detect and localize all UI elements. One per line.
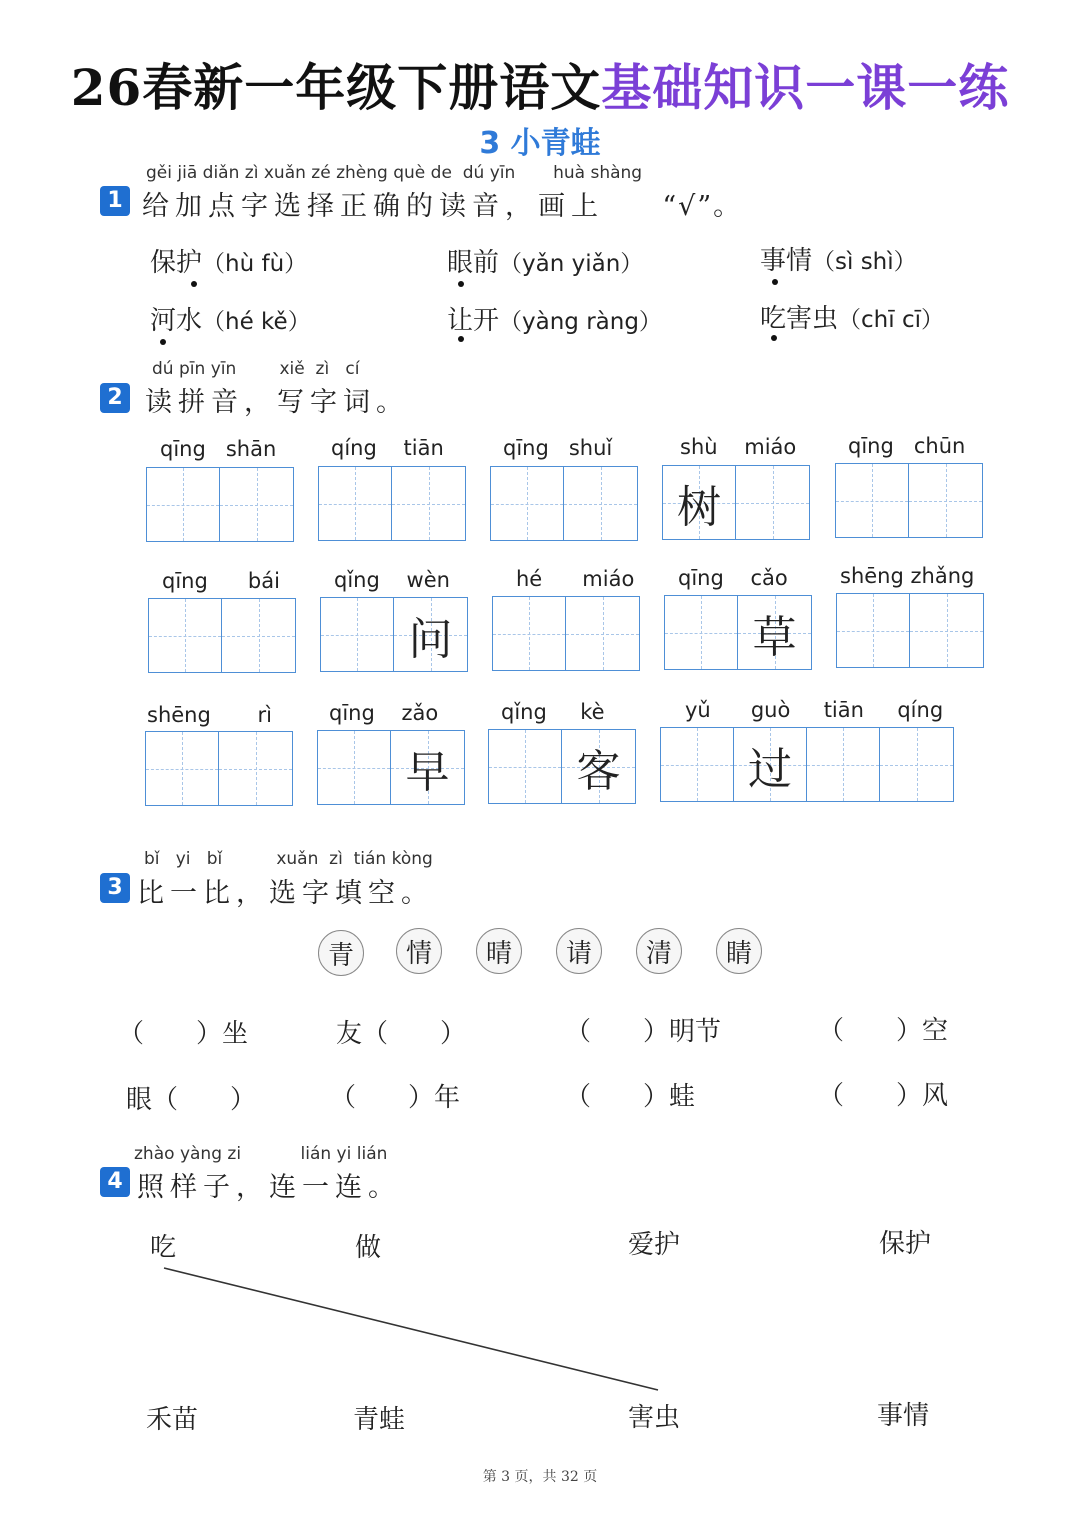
- writing-grid[interactable]: [145, 731, 293, 806]
- page-footer: 第 3 页，共 32 页: [482, 1469, 598, 1485]
- grid-pinyin: hé miáo: [516, 567, 635, 591]
- grid-pinyin: shēng zhǎng: [840, 564, 975, 588]
- match-bottom-word[interactable]: 事情: [877, 1401, 930, 1431]
- grid-pinyin: qīng shuǐ: [503, 436, 613, 460]
- grid-pinyin: shù miáo: [680, 435, 797, 459]
- choice-character[interactable]: 睛: [716, 928, 762, 974]
- grid-cell[interactable]: [392, 467, 465, 540]
- q4-number-badge: 4: [100, 1167, 130, 1197]
- match-bottom-word[interactable]: 禾苗: [146, 1405, 199, 1435]
- grid-cell[interactable]: [318, 731, 391, 804]
- match-top-word[interactable]: 做: [355, 1233, 382, 1263]
- choice-character[interactable]: 情: [396, 928, 442, 974]
- q4-pinyin-row: zhào yàng zi lián yi lián: [134, 1144, 388, 1164]
- grid-pinyin: qǐng wèn: [334, 568, 450, 592]
- grid-cell[interactable]: [147, 468, 220, 541]
- title-part-purple: 基础知识一课一练: [601, 58, 1010, 117]
- choice-character[interactable]: 晴: [476, 928, 522, 974]
- grid-pinyin: qīng bái: [162, 569, 280, 593]
- fill-blank[interactable]: （ ）年: [330, 1083, 461, 1113]
- match-top-word[interactable]: 保护: [879, 1229, 932, 1259]
- q1-item-1: 保护（hù fù）: [150, 248, 308, 278]
- q1-item-4: 河水（hé kě）: [150, 306, 311, 336]
- writing-grid[interactable]: [490, 466, 638, 541]
- grid-cell[interactable]: [220, 468, 293, 541]
- q3-pinyin-row: bǐ yi bǐ xuǎn zì tián kòng: [144, 849, 433, 869]
- grid-cell[interactable]: 问: [394, 598, 467, 671]
- fill-blank[interactable]: 友（ ）: [336, 1019, 467, 1049]
- grid-pinyin: qīng chūn: [848, 434, 966, 458]
- writing-grid[interactable]: [664, 595, 812, 670]
- grid-cell[interactable]: [493, 597, 566, 670]
- writing-grid[interactable]: [318, 466, 466, 541]
- grid-pinyin: qīng shān: [160, 437, 277, 461]
- grid-cell[interactable]: 草: [738, 596, 811, 669]
- writing-grid[interactable]: [148, 598, 296, 673]
- q2-number-badge: 2: [100, 383, 130, 413]
- q3-number-badge: 3: [100, 873, 130, 903]
- fill-blank[interactable]: （ ）明节: [565, 1017, 722, 1047]
- grid-cell[interactable]: [319, 467, 392, 540]
- writing-grid[interactable]: [835, 463, 983, 538]
- match-bottom-word[interactable]: 害虫: [628, 1403, 681, 1433]
- writing-grid[interactable]: [660, 727, 954, 802]
- grid-cell[interactable]: [880, 728, 953, 801]
- grid-pinyin: qǐng kè: [501, 700, 605, 724]
- match-top-word[interactable]: 吃: [150, 1233, 177, 1263]
- grid-cell[interactable]: [909, 464, 982, 537]
- writing-grid[interactable]: [320, 597, 468, 672]
- q3-instruction: 比一比，选字填空。: [137, 878, 434, 909]
- grid-cell[interactable]: [807, 728, 880, 801]
- grid-cell[interactable]: [836, 464, 909, 537]
- grid-pinyin: yǔ guò tiān qíng: [685, 698, 944, 722]
- q1-item-3: 事情（sì shì）: [760, 246, 917, 276]
- q4-instruction: 照样子，连一连。: [137, 1172, 401, 1203]
- q1-number-badge: 1: [100, 186, 130, 216]
- grid-cell[interactable]: [146, 732, 219, 805]
- q1-item-6: 吃害虫（chī cī）: [760, 304, 944, 334]
- q1-item-5: 让开（yàng ràng）: [447, 306, 662, 336]
- grid-cell[interactable]: [321, 598, 394, 671]
- grid-cell[interactable]: [665, 596, 738, 669]
- writing-grid[interactable]: [662, 465, 810, 540]
- writing-grid[interactable]: [488, 729, 636, 804]
- writing-grid[interactable]: [492, 596, 640, 671]
- choice-character[interactable]: 青: [318, 930, 364, 976]
- grid-cell[interactable]: [491, 467, 564, 540]
- grid-pinyin: shēng rì: [147, 703, 273, 727]
- grid-cell[interactable]: [149, 599, 222, 672]
- grid-pinyin: qīng zǎo: [329, 701, 439, 725]
- grid-cell[interactable]: 早: [391, 731, 464, 804]
- grid-cell[interactable]: [489, 730, 562, 803]
- match-top-word[interactable]: 爱护: [628, 1230, 681, 1260]
- grid-pinyin: qíng tiān: [331, 436, 444, 460]
- writing-grid[interactable]: [146, 467, 294, 542]
- grid-cell[interactable]: [564, 467, 637, 540]
- grid-cell[interactable]: 客: [562, 730, 635, 803]
- fill-blank[interactable]: （ ）风: [818, 1081, 949, 1111]
- fill-blank[interactable]: （ ）坐: [118, 1019, 249, 1049]
- fill-blank[interactable]: （ ）蛙: [565, 1082, 696, 1112]
- grid-cell[interactable]: [910, 594, 983, 667]
- grid-cell[interactable]: [661, 728, 734, 801]
- grid-cell[interactable]: [837, 594, 910, 667]
- writing-grid[interactable]: [836, 593, 984, 668]
- q2-instruction: 读拼音，写字词。: [145, 387, 409, 418]
- title-part-black: 26春新一年级下册语文: [70, 58, 602, 117]
- grid-cell[interactable]: [566, 597, 639, 670]
- grid-cell[interactable]: [736, 466, 809, 539]
- grid-cell[interactable]: [222, 599, 295, 672]
- fill-blank[interactable]: （ ）空: [818, 1016, 949, 1046]
- q1-pinyin-row: gěi jiā diǎn zì xuǎn zé zhèng què de dú yīn huà shàng: [146, 163, 643, 183]
- lesson-title: 3 小青蛙: [479, 126, 601, 161]
- choice-character[interactable]: 清: [636, 928, 682, 974]
- q1-item-2: 眼前（yǎn yiǎn）: [447, 248, 644, 278]
- grid-cell[interactable]: 树: [663, 466, 736, 539]
- choice-character[interactable]: 请: [556, 928, 602, 974]
- q2-pinyin-row: dú pīn yīn xiě zì cí: [152, 359, 360, 379]
- grid-cell[interactable]: 过: [734, 728, 807, 801]
- grid-cell[interactable]: [219, 732, 292, 805]
- grid-pinyin: qīng cǎo: [678, 566, 788, 590]
- writing-grid[interactable]: [317, 730, 465, 805]
- match-bottom-word[interactable]: 青蛙: [353, 1405, 406, 1435]
- q1-instruction: 给加点字选择正确的读音，画上 “√”。: [142, 191, 743, 222]
- fill-blank[interactable]: 眼（ ）: [126, 1085, 257, 1115]
